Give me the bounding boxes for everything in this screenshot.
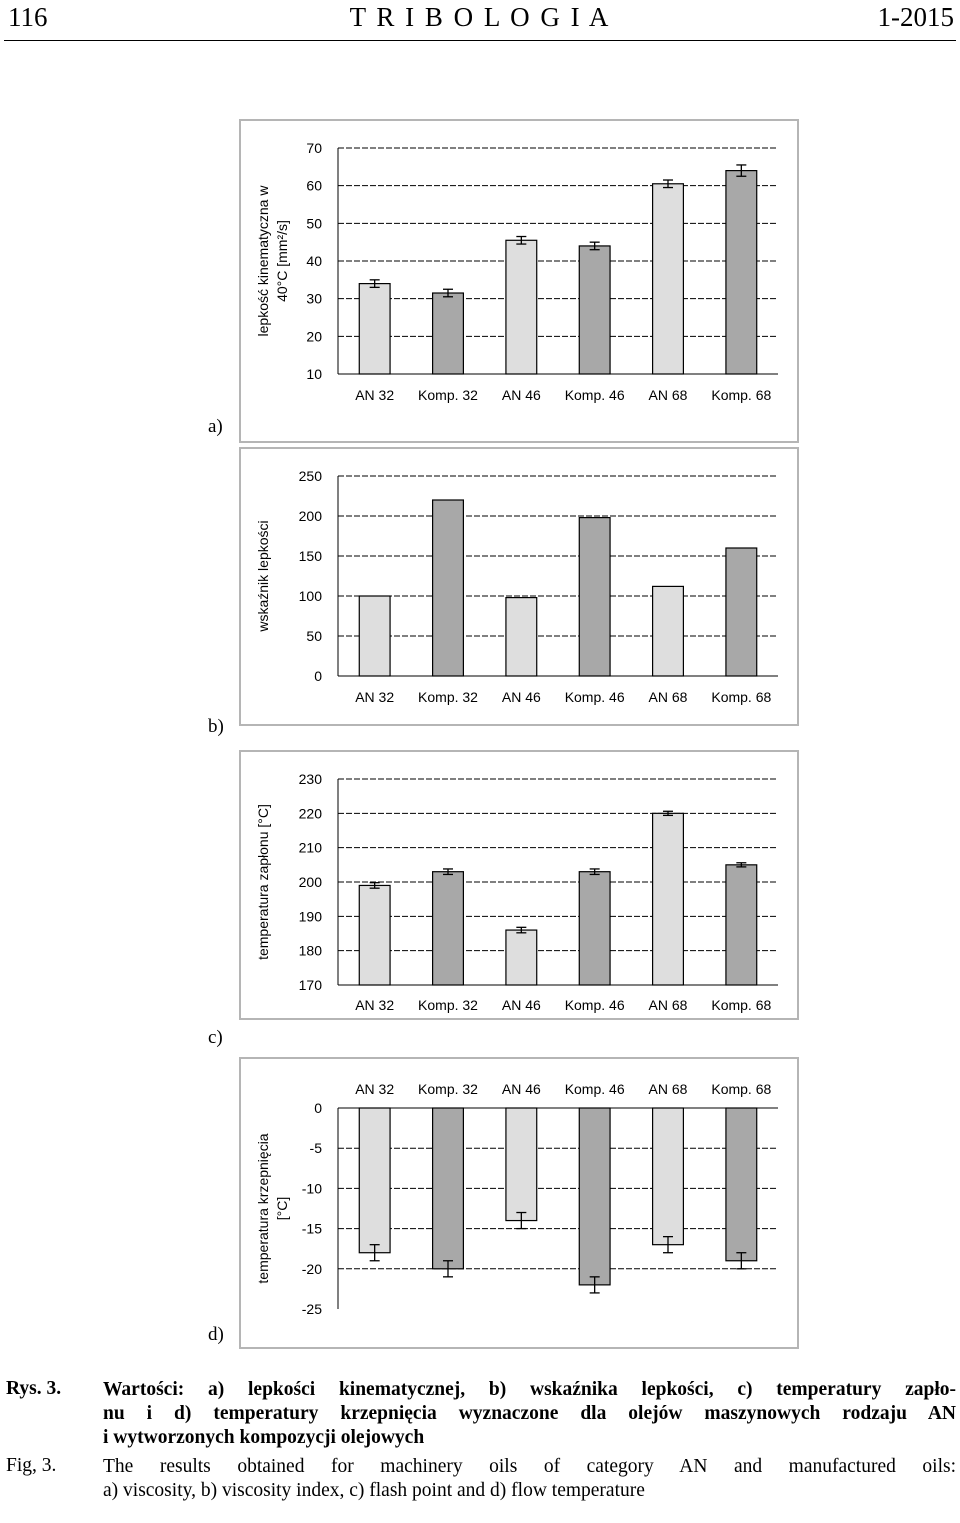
panel-letter: c) — [208, 1027, 223, 1048]
y-tick-label: -25 — [301, 1301, 322, 1317]
chart-panel-c — [0, 745, 960, 1055]
category-label: AN 32 — [355, 387, 395, 403]
category-label: AN 68 — [648, 997, 688, 1013]
y-tick-label: -15 — [301, 1220, 322, 1237]
y-tick-label: 220 — [298, 805, 322, 822]
category-label: AN 46 — [501, 997, 541, 1013]
y-tick-label: 0 — [314, 668, 322, 684]
y-tick-label: -20 — [301, 1260, 322, 1277]
bar-an — [506, 930, 537, 985]
bar-komp — [579, 518, 610, 676]
y-tick-label: 170 — [298, 977, 322, 993]
category-label: Komp. 32 — [418, 387, 478, 403]
y-axis-label: temperatura zapłonu [°C] — [255, 804, 271, 960]
bar-an — [506, 240, 537, 374]
caption-en-line: The results obtained for machinery oils of category AN and manufactured oils: — [103, 1456, 956, 1477]
category-label: Komp. 46 — [564, 1081, 625, 1097]
category-label: Komp. 46 — [564, 387, 625, 403]
y-tick-label: 250 — [298, 468, 322, 484]
bar-komp — [726, 548, 757, 676]
bar-an — [506, 1108, 537, 1221]
y-axis-label: temperatura krzepnięcia — [255, 1133, 271, 1284]
category-label: Komp. 46 — [564, 689, 625, 705]
bar-komp — [726, 865, 757, 985]
panel-letter: a) — [208, 416, 223, 437]
category-label: AN 32 — [355, 1081, 395, 1097]
panel-letter: d) — [208, 1324, 224, 1345]
bar-an — [359, 885, 390, 985]
y-tick-label: 0 — [314, 1100, 322, 1116]
category-label: AN 68 — [648, 387, 688, 403]
y-tick-label: 210 — [298, 839, 322, 856]
y-tick-label: -10 — [301, 1180, 322, 1197]
category-label: Komp. 68 — [711, 387, 772, 403]
caption-pl-line: i wytworzonych kompozycji olejowych — [103, 1427, 425, 1448]
caption-en-line: a) viscosity, b) viscosity index, c) flash point and d) flow temperature — [103, 1480, 645, 1501]
bar-komp — [579, 872, 610, 985]
category-label: AN 32 — [355, 689, 395, 705]
y-tick-label: 150 — [298, 548, 322, 564]
category-label: AN 68 — [648, 1081, 688, 1097]
chart-panel-d — [0, 1050, 960, 1362]
chart-panel-b — [0, 440, 960, 750]
bar-an — [506, 598, 537, 676]
category-label: Komp. 68 — [711, 997, 772, 1013]
panel-letter: b) — [208, 716, 224, 737]
bar-an — [653, 586, 684, 676]
caption-en-label: Fig, 3. — [6, 1455, 57, 1476]
bar-komp — [433, 872, 464, 985]
category-label: AN 46 — [501, 1081, 541, 1097]
running-header — [0, 0, 960, 44]
category-label: AN 68 — [648, 689, 688, 705]
y-tick-label: 180 — [298, 942, 322, 959]
caption-pl-line: Wartości: a) lepkości kinematycznej, b) wskaźnika lepkości, c) temperatury zapło- — [103, 1379, 956, 1400]
y-tick-label: 200 — [298, 508, 322, 524]
category-label: AN 32 — [355, 997, 395, 1013]
y-tick-label: 190 — [298, 908, 322, 925]
bar-komp — [726, 1108, 757, 1261]
y-tick-label: 50 — [306, 628, 322, 644]
caption-pl-label: Rys. 3. — [6, 1378, 62, 1399]
bar-komp — [579, 1108, 610, 1285]
y-tick-label: -5 — [309, 1140, 322, 1157]
category-label: Komp. 32 — [418, 689, 478, 705]
chart-frame — [240, 448, 798, 725]
category-label: AN 46 — [501, 387, 541, 403]
journal-title: T R I B O L O G I A — [349, 2, 611, 32]
bar-an — [653, 813, 684, 985]
category-label: Komp. 68 — [711, 689, 772, 705]
bar-komp — [433, 293, 464, 374]
bar-komp — [433, 1108, 464, 1269]
category-label: Komp. 32 — [418, 997, 478, 1013]
bar-komp — [433, 500, 464, 676]
chart-panel-a — [0, 110, 960, 450]
y-axis-label: wskaźnik lepkości — [255, 520, 271, 632]
bar-an — [653, 1108, 684, 1245]
y-tick-label: 50 — [306, 215, 322, 232]
category-label: Komp. 68 — [711, 1081, 772, 1097]
category-label: Komp. 46 — [564, 997, 625, 1013]
issue-number: 1-2015 — [877, 2, 954, 32]
category-label: AN 46 — [501, 689, 541, 705]
y-tick-label: 20 — [306, 328, 322, 345]
category-label: Komp. 32 — [418, 1081, 478, 1097]
y-tick-label: 230 — [298, 771, 322, 787]
bar-an — [359, 596, 390, 676]
y-axis-label: 40°C [mm²/s] — [274, 220, 290, 302]
y-tick-label: 10 — [306, 366, 322, 382]
y-tick-label: 100 — [298, 588, 322, 604]
y-tick-label: 40 — [306, 253, 322, 269]
y-tick-label: 60 — [306, 177, 322, 194]
caption-pl-line: nu i d) temperatury krzepnięcia wyznaczone dla olejów maszynowych rodzaju AN — [103, 1403, 956, 1424]
y-axis-label: lepkość kinematyczna w — [255, 185, 271, 337]
y-tick-label: 200 — [298, 874, 322, 890]
y-tick-label: 70 — [306, 140, 322, 156]
bar-komp — [726, 171, 757, 374]
bar-an — [359, 1108, 390, 1253]
y-tick-label: 30 — [306, 290, 322, 307]
header-rule — [4, 40, 956, 41]
bar-komp — [579, 246, 610, 374]
y-axis-label: [°C] — [274, 1196, 290, 1221]
bar-an — [359, 284, 390, 374]
bar-an — [653, 184, 684, 374]
page-number: 116 — [8, 2, 48, 32]
